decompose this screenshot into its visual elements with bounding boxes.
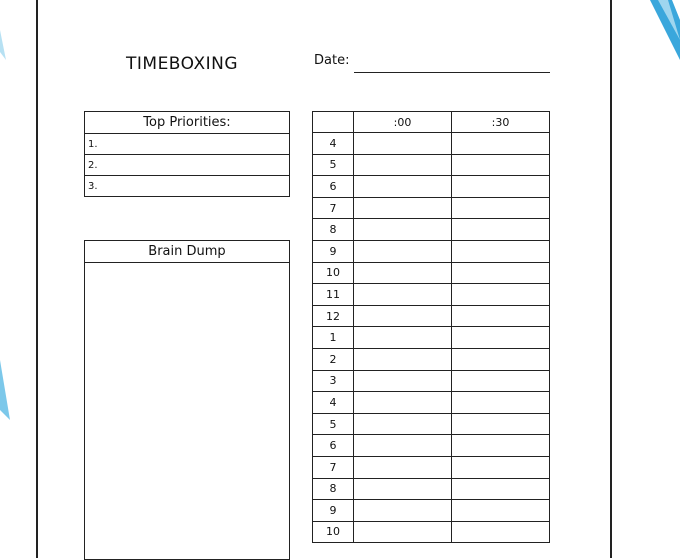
schedule-hour-label: 7 [313,456,354,478]
schedule-hour-label: 5 [313,154,354,176]
schedule-30-header: :30 [452,112,550,133]
schedule-slot-00[interactable] [354,500,452,522]
schedule-slot-30[interactable] [452,133,550,155]
schedule-slot-00[interactable] [354,370,452,392]
schedule-hour-label: 8 [313,219,354,241]
schedule-slot-30[interactable] [452,154,550,176]
schedule-row [313,219,550,241]
schedule-row [313,370,550,392]
schedule-hour-label: 9 [313,240,354,262]
schedule-hour-label: 2 [313,348,354,370]
top-priorities-table [84,111,290,197]
schedule-slot-30[interactable] [452,348,550,370]
schedule-slot-00[interactable] [354,176,452,198]
schedule-hour-label: 8 [313,478,354,500]
priority-item[interactable]: 2. [85,155,290,176]
brain-dump-box[interactable] [84,240,290,560]
schedule-slot-00[interactable] [354,435,452,457]
schedule-row [313,176,550,198]
schedule-row [313,392,550,414]
schedule-hour-label: 7 [313,197,354,219]
schedule-hour-label: 12 [313,305,354,327]
schedule-slot-00[interactable] [354,413,452,435]
schedule-slot-00[interactable] [354,327,452,349]
brain-dump-heading: Brain Dump [85,241,289,263]
schedule-slot-30[interactable] [452,500,550,522]
schedule-hour-label: 3 [313,370,354,392]
schedule-slot-00[interactable] [354,478,452,500]
schedule-hour-label: 1 [313,327,354,349]
schedule-row [313,478,550,500]
schedule-slot-00[interactable] [354,197,452,219]
top-priorities-heading: Top Priorities: [85,112,290,134]
schedule-slot-00[interactable] [354,305,452,327]
schedule-row [313,435,550,457]
schedule-slot-30[interactable] [452,456,550,478]
schedule-row [313,284,550,306]
schedule-row [313,154,550,176]
schedule-hour-label: 5 [313,413,354,435]
schedule-slot-30[interactable] [452,197,550,219]
schedule-row [313,262,550,284]
decorative-left-shape [0,0,36,540]
schedule-row [313,197,550,219]
schedule-slot-00[interactable] [354,154,452,176]
schedule-row [313,133,550,155]
schedule-00-header: :00 [354,112,452,133]
schedule-hour-header [313,112,354,133]
schedule-slot-30[interactable] [452,219,550,241]
page-title: TIMEBOXING [126,54,239,74]
schedule-table [312,111,550,543]
schedule-hour-label: 11 [313,284,354,306]
schedule-slot-00[interactable] [354,392,452,414]
schedule-row [313,305,550,327]
schedule-slot-00[interactable] [354,262,452,284]
schedule-slot-30[interactable] [452,392,550,414]
schedule-hour-label: 6 [313,176,354,198]
schedule-row [313,456,550,478]
schedule-row [313,500,550,522]
schedule-slot-30[interactable] [452,305,550,327]
schedule-slot-00[interactable] [354,133,452,155]
schedule-slot-00[interactable] [354,456,452,478]
priority-item[interactable]: 1. [85,134,290,155]
schedule-hour-label: 10 [313,521,354,543]
schedule-hour-label: 10 [313,262,354,284]
schedule-slot-30[interactable] [452,262,550,284]
schedule-slot-00[interactable] [354,219,452,241]
schedule-slot-30[interactable] [452,284,550,306]
decorative-right-shape [610,0,680,540]
schedule-slot-30[interactable] [452,327,550,349]
schedule-hour-label: 9 [313,500,354,522]
planner-page [36,0,612,558]
schedule-slot-30[interactable] [452,240,550,262]
schedule-row [313,327,550,349]
schedule-slot-00[interactable] [354,348,452,370]
schedule-slot-00[interactable] [354,240,452,262]
priority-item[interactable]: 3. [85,176,290,197]
schedule-slot-30[interactable] [452,413,550,435]
schedule-row [313,348,550,370]
schedule-row [313,413,550,435]
schedule-hour-label: 4 [313,133,354,155]
schedule-slot-00[interactable] [354,284,452,306]
date-field[interactable] [354,72,550,73]
schedule-slot-30[interactable] [452,478,550,500]
schedule-hour-label: 6 [313,435,354,457]
schedule-row [313,240,550,262]
date-label: Date: [314,53,350,68]
schedule-slot-30[interactable] [452,435,550,457]
schedule-slot-30[interactable] [452,176,550,198]
schedule-slot-30[interactable] [452,370,550,392]
schedule-hour-label: 4 [313,392,354,414]
